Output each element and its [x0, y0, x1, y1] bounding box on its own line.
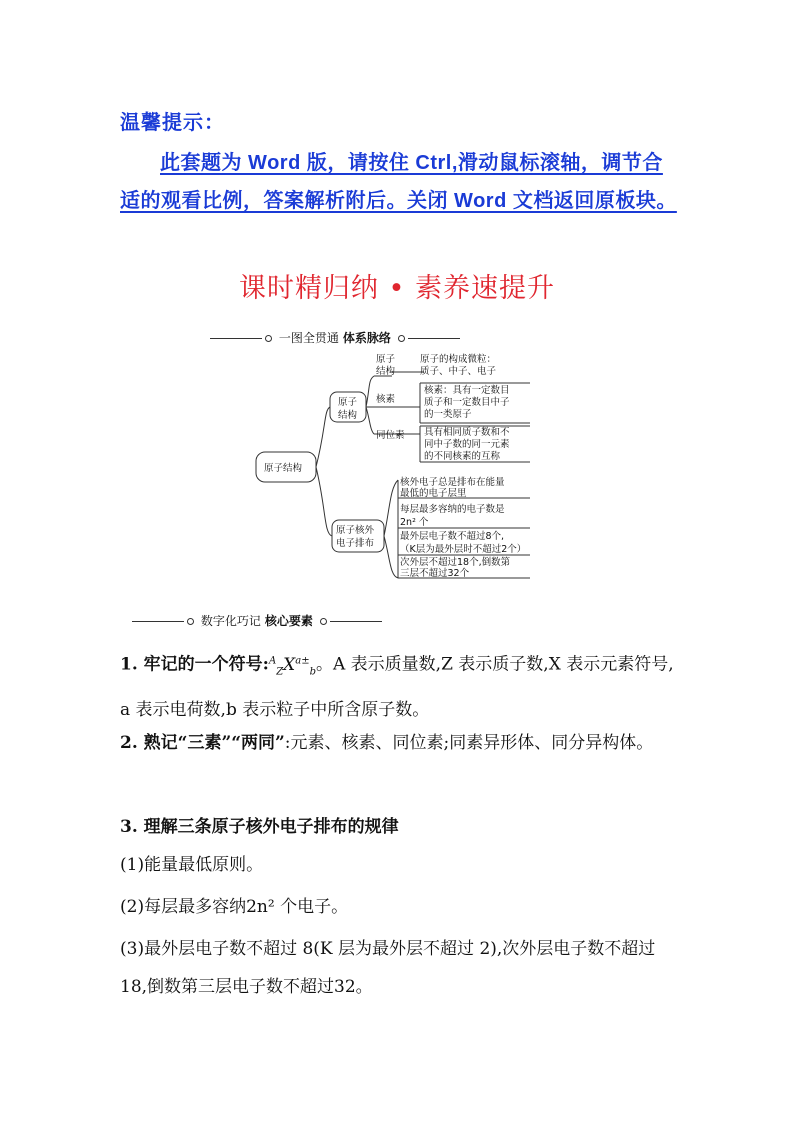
rule-3: (3)最外层电子数不超过 8(K 层为最外层不超过 2),次外层电子数不超过 18,倒数第三层电子数不超过32。 — [120, 939, 656, 997]
mind-map — [240, 348, 540, 584]
key-point-2-lead: 2. 熟记“三素”“两同” — [120, 733, 285, 753]
nuclide-symbol — [268, 654, 316, 678]
mindmap-node-desc: 的不同核素的互称 — [424, 451, 501, 462]
mindmap-rule: （K层为最外层时不超过2个） — [400, 544, 527, 555]
tip-heading: 温馨提示： — [120, 112, 225, 134]
mindmap-root: 原子结构 — [264, 463, 303, 474]
mindmap-rule: 2n² 个 — [400, 517, 429, 528]
section-label: 数字化巧记 — [200, 614, 261, 628]
key-point-1-lead: 1. 牢记的一个符号: — [120, 654, 269, 675]
dot-icon — [320, 618, 327, 625]
mindmap-node-desc: 原子的构成微粒： — [420, 354, 497, 365]
dot-icon — [265, 335, 272, 342]
mindmap-node-desc: 的一类原子 — [424, 409, 472, 420]
mindmap-node-desc: 质子和一定数目中子 — [424, 397, 510, 408]
key-point-2 — [120, 724, 680, 762]
key-point-3-lead: 3. 理解三条原子核外电子排布的规律 — [120, 817, 399, 837]
mindmap-node-label: 原子 — [376, 354, 396, 365]
mindmap-rule: 核外电子总是排布在能量 — [400, 477, 505, 488]
mindmap-node-desc: 具有相同质子数和不 — [424, 427, 510, 438]
formula-atom-count: b — [309, 666, 316, 678]
dot-icon — [398, 335, 405, 342]
key-point-1-text: 。A 表示质量数,Z 表示质子数,X 表示元素符号, a 表示电荷数,b 表示粒子中所含原子数。 — [120, 654, 674, 721]
mindmap-rule: 最外层电子数不超过8个, — [400, 531, 505, 542]
mindmap-node-desc: 同中子数的同一元素 — [424, 439, 510, 450]
mindmap-rule: 每层最多容纳的电子数是 — [400, 504, 505, 515]
divider — [132, 621, 184, 622]
key-point-1 — [120, 642, 680, 729]
mindmap-branch2-line2: 电子排布 — [336, 538, 375, 549]
dot-icon — [187, 618, 194, 625]
mindmap-node-desc: 核素：具有一定数目 — [424, 385, 510, 396]
mindmap-node-label: 同位素 — [376, 430, 405, 441]
mindmap-rule: 最低的电子层里 — [400, 488, 467, 499]
rule-2: (2)每层最多容纳2n² 个电子。 — [120, 897, 349, 917]
tip-body: 此套题为 Word 版，请按住 Ctrl,滑动鼠标滚轴，调节合适的观看比例，答案解析附后。关闭 Word 文档返回原板块。 — [120, 152, 677, 212]
page-title: 课时精归纳 • 素养速提升 — [238, 273, 556, 304]
mindmap-node-label: 核素 — [376, 394, 396, 405]
mindmap-node-desc: 质子、中子、电子 — [420, 366, 497, 377]
key-point-3 — [120, 808, 680, 846]
mindmap-rule: 次外层不超过18个,倒数第 — [400, 557, 511, 568]
mindmap-node-label: 结构 — [376, 366, 396, 377]
section-label-bold: 体系脉络 — [342, 331, 391, 345]
formula-mass-number: A — [268, 655, 277, 666]
formula-charge: a± — [295, 655, 310, 666]
section-label: 一图全贯通 — [278, 331, 339, 345]
mindmap-branch1-line2: 结构 — [338, 410, 358, 421]
rule-1: (1)能量最低原则。 — [120, 855, 264, 875]
section-label-bold: 核心要素 — [264, 614, 313, 628]
section-header-core — [132, 612, 382, 629]
formula-proton-number: Z — [276, 666, 284, 678]
divider — [210, 338, 262, 339]
mindmap-branch2-line1: 原子核外 — [336, 525, 375, 536]
divider — [408, 338, 460, 339]
divider — [330, 621, 382, 622]
key-point-2-text: :元素、核素、同位素;同素异形体、同分异构体。 — [284, 733, 654, 753]
mindmap-rule: 三层不超过32个 — [400, 568, 470, 579]
section-header-structure — [210, 329, 460, 346]
mindmap-branch1-line1: 原子 — [338, 397, 358, 408]
formula-element: X — [283, 654, 296, 675]
